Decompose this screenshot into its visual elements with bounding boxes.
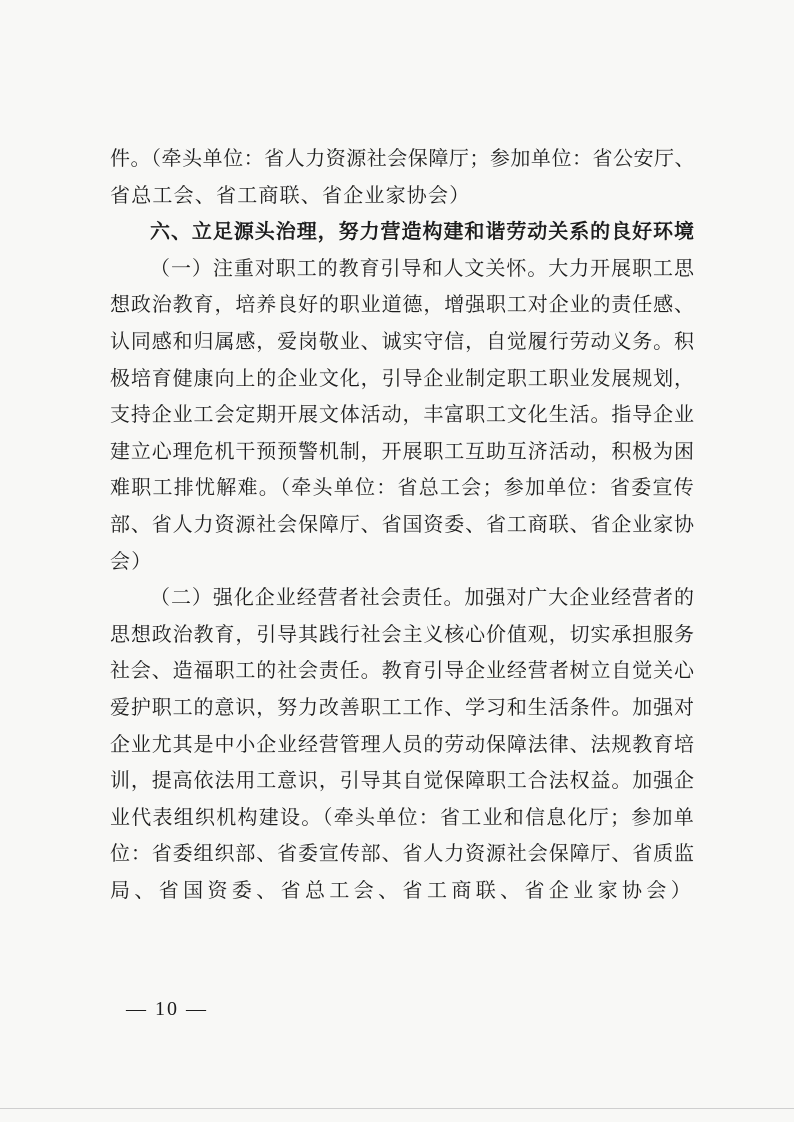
text-line: 想政治教育，培养良好的职业道德，增强职工对企业的责任感、 [110, 292, 695, 317]
text-line: 爱护职工的意识，努力改善职工工作、学习和生活条件。加强对 [110, 694, 695, 719]
text-line: 认同感和归属感，爱岗敬业、诚实守信，自觉履行劳动义务。积 [110, 328, 695, 353]
paragraph-first-line: （一）注重对职工的教育引导和人文关怀。大力开展职工思 [150, 255, 695, 280]
text-line: 件。（牵头单位：省人力资源社会保障厅；参加单位：省公安厅、 [110, 146, 696, 170]
text-line: 省总工会、省工商联、省企业家协会） [110, 182, 471, 207]
text-line: 部、省人力资源社会保障厅、省国资委、省工商联、省企业家协 [110, 511, 695, 536]
paragraph-first-line: （二）强化企业经营者社会责任。加强对广大企业经营者的 [150, 585, 695, 610]
section-heading: 六、立足源头治理，努力营造构建和谐劳动关系的良好环境 [150, 219, 695, 244]
text-line: 位：省委组织部、省委宣传部、省人力资源社会保障厅、省质监 [110, 841, 695, 866]
page-number: — 10 — [126, 998, 208, 1020]
text-line: 建立心理危机干预预警机制，开展职工互助互济活动，积极为困 [110, 438, 695, 463]
text-line: 业代表组织机构建设。（牵头单位：省工业和信息化厅；参加单 [110, 804, 695, 829]
page-edge-divider [0, 1108, 794, 1109]
document-body [110, 140, 695, 908]
text-line: 会） [110, 548, 153, 573]
text-line: 局、省国资委、省总工会、省工商联、省企业家协会） [110, 877, 696, 902]
text-line: 难职工排忧解难。（牵头单位：省总工会；参加单位：省委宣传 [110, 475, 695, 500]
text-line: 思想政治教育，引导其践行社会主义核心价值观，切实承担服务 [110, 621, 695, 646]
text-line: 支持企业工会定期开展文体活动，丰富职工文化生活。指导企业 [110, 402, 695, 427]
text-line: 训，提高依法用工意识，引导其自觉保障职工合法权益。加强企 [110, 768, 695, 793]
text-line: 社会、造福职工的社会责任。教育引导企业经营者树立自觉关心 [110, 658, 695, 683]
text-line: 企业尤其是中小企业经营管理人员的劳动保障法律、法规教育培 [110, 731, 695, 756]
text-line: 极培育健康向上的企业文化，引导企业制定职工职业发展规划， [110, 365, 695, 390]
